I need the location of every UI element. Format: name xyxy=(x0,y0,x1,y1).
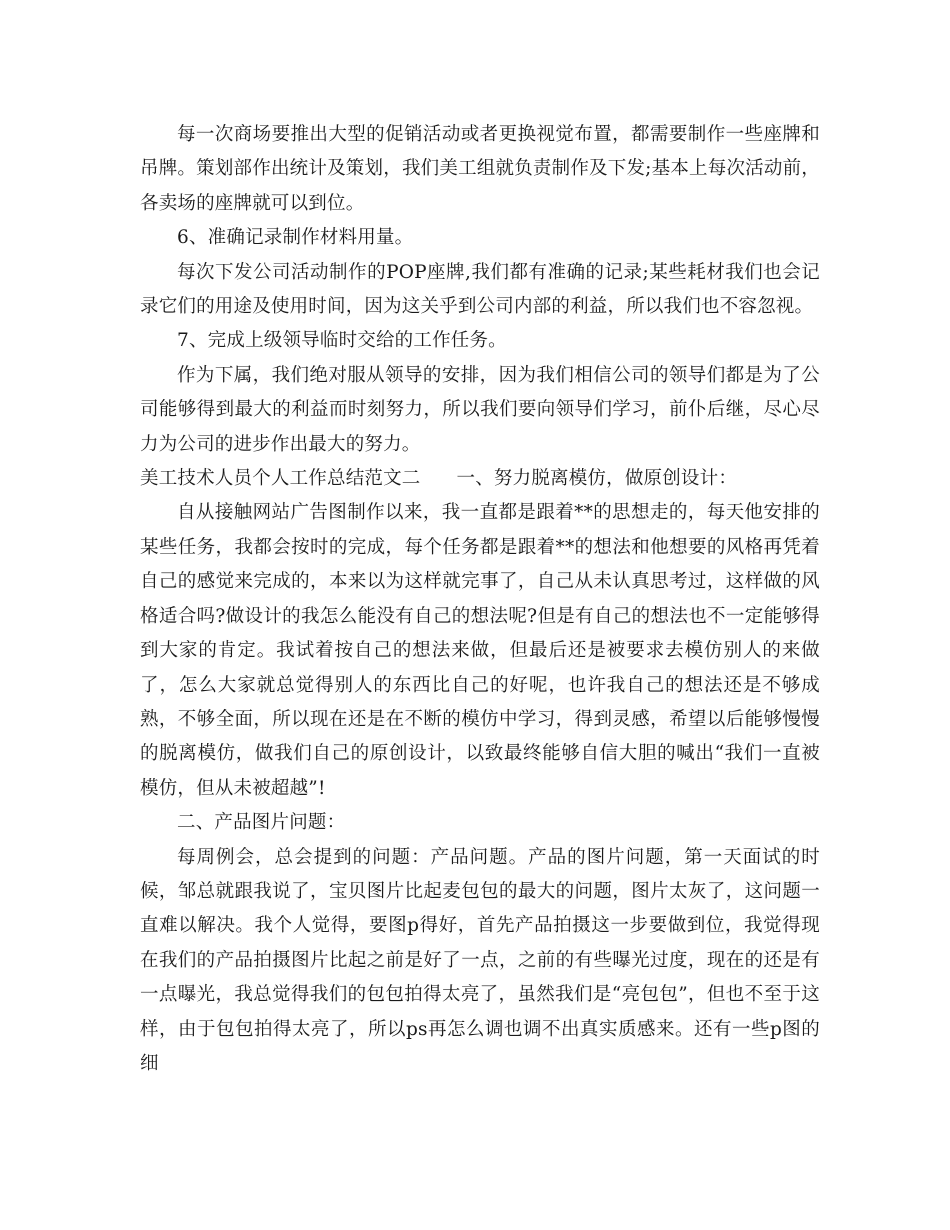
paragraph: 作为下属，我们绝对服从领导的安排，因为我们相信公司的领导们都是为了公司能够得到最大的利益而时刻努力，所以我们要向领导们学习，前仆后继，尽心尽力为公司的进步作出最大的努力。 xyxy=(140,364,820,455)
section-title-line xyxy=(140,462,820,496)
section-first-heading: 一、努力脱离模仿，做原创设计： xyxy=(456,468,738,490)
list-heading: 二、产品图片问题： xyxy=(177,812,346,834)
paragraph: 自从接触网站广告图制作以来，我一直都是跟着**的思想走的，每天他安排的某些任务，我都会按时的完成，每个任务都是跟着**的想法和他想要的风格再凭着自己的感觉来完成的，本来以为这样就完事了，自己从未认真思考过，这样做的风格适合吗?做设计的我怎么能没有自己的想法呢?但是有自己的想法也不一定能够得到大家的肯定。我试着按自己的想法来做，但最后还是被要求去模仿别人的来做了，怎么大家就总觉得别人的东西比自己的好呢，也许我自己的想法还是不够成熟，不够全面，所以现在还是在不断的模仿中学习，得到灵感，希望以后能够慢慢的脱离模仿，做我们自己的原创设计，以致最终能够自信大胆的喊出“我们一直被模仿，但从未被超越”! xyxy=(140,502,820,799)
paragraph: 每次下发公司活动制作的POP座牌,我们都有准确的记录;某些耗材我们也会记录它们的用途及使用时间，因为这关乎到公司内部的利益，所以我们也不容忽视。 xyxy=(140,261,820,318)
section-title: 美工技术人员个人工作总结范文二 xyxy=(140,468,421,490)
list-heading: 6、准确记录制作材料用量。 xyxy=(177,227,414,249)
document-body xyxy=(140,118,820,1081)
paragraph: 每周例会，总会提到的问题：产品问题。产品的图片问题，第一天面试的时候，邹总就跟我说了，宝贝图片比起麦包包的最大的问题，图片太灰了，这问题一直难以解决。我个人觉得，要图p得好，首先产品拍摄这一步要做到位，我觉得现在我们的产品拍摄图片比起之前是好了一点，之前的有些曝光过度，现在的还是有一点曝光，我总觉得我们的包包拍得太亮了，虽然我们是“亮包包”，但也不至于这样，由于包包拍得太亮了，所以ps再怎么调也调不出真实质感来。还有一些p图的细 xyxy=(140,846,820,1074)
paragraph: 每一次商场要推出大型的促销活动或者更换视觉布置，都需要制作一些座牌和吊牌。策划部作出统计及策划，我们美工组就负责制作及下发;基本上每次活动前，各卖场的座牌就可以到位。 xyxy=(140,124,820,214)
list-heading: 7、完成上级领导临时交给的工作任务。 xyxy=(177,330,507,352)
